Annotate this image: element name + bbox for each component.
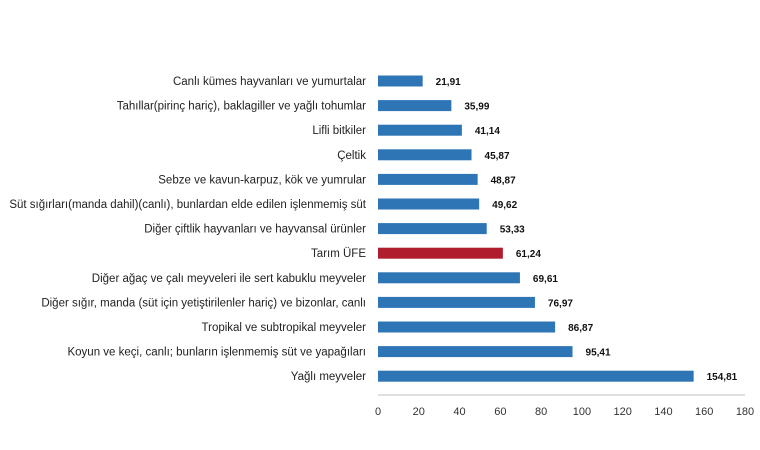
x-tick-label: 40 (453, 406, 466, 418)
bar (378, 100, 451, 111)
value-label: 86,87 (568, 323, 594, 334)
category-label: Diğer ağaç ve çalı meyveleri ile sert kabuklu meyveler (91, 272, 366, 285)
value-label: 41,14 (474, 126, 500, 138)
value-label: 49,62 (492, 200, 518, 211)
category-labels-group (9, 76, 366, 383)
x-axis (375, 395, 754, 418)
category-label: Diğer çiftlik hayvanları ve hayvansal ürünler (144, 223, 366, 236)
category-label: Yağlı meyveler (290, 371, 366, 384)
x-tick-label: 180 (735, 406, 755, 418)
x-tick-label: 140 (654, 406, 673, 418)
category-label: Koyun ve keçi, canlı; bunların işlenmemiş süt ve yapağıları (67, 346, 366, 359)
category-label: Tahıllar(pirinç hariç), baklagiller ve yağlı tohumlar (116, 100, 366, 113)
bar (378, 174, 478, 185)
category-label: Tropikal ve subtropikal meyveler (201, 322, 366, 334)
bar (378, 199, 479, 210)
value-label: 69,61 (532, 273, 558, 285)
bar-highlight (378, 248, 503, 259)
bar (378, 223, 487, 234)
category-label: Sebze ve kavun-karpuz, kök ve yumrular (158, 174, 366, 187)
x-tick-label: 20 (412, 406, 425, 418)
value-label: 154,81 (706, 372, 738, 384)
bar (378, 346, 573, 357)
value-label: 45,87 (484, 150, 510, 162)
bar (378, 371, 694, 382)
category-label: Lifli bitkiler (312, 125, 366, 138)
x-tick-label: 60 (494, 406, 507, 418)
category-label: Tarım ÜFE (311, 248, 366, 261)
category-label: Çeltik (337, 149, 366, 162)
x-tick-label: 80 (534, 406, 548, 418)
category-label: Süt sığırları(manda dahil)(canlı), bunlardan elde edilen işlenmemiş süt (9, 199, 366, 211)
value-label: 35,99 (464, 101, 490, 113)
bar (378, 272, 520, 283)
bar (378, 297, 535, 308)
x-tick-label: 120 (613, 406, 632, 418)
value-label: 95,41 (585, 347, 611, 359)
value-label: 48,87 (490, 175, 516, 187)
x-tick-label: 160 (695, 406, 714, 418)
bars-group (378, 76, 694, 382)
bar (378, 149, 472, 160)
x-tick-label: 0 (374, 406, 382, 418)
x-tick-label: 100 (572, 406, 592, 418)
value-label: 21,91 (435, 77, 461, 88)
value-label: 53,33 (499, 224, 525, 236)
category-label: Diğer sığır, manda (süt için yetiştirilenler hariç) ve bizonlar, canlı (41, 297, 366, 310)
bar (378, 125, 462, 136)
bar (378, 322, 555, 333)
value-label: 76,97 (547, 298, 573, 310)
bar (378, 76, 423, 87)
value-label: 61,24 (515, 249, 541, 261)
category-label: Canlı kümes hayvanları ve yumurtalar (172, 76, 366, 88)
